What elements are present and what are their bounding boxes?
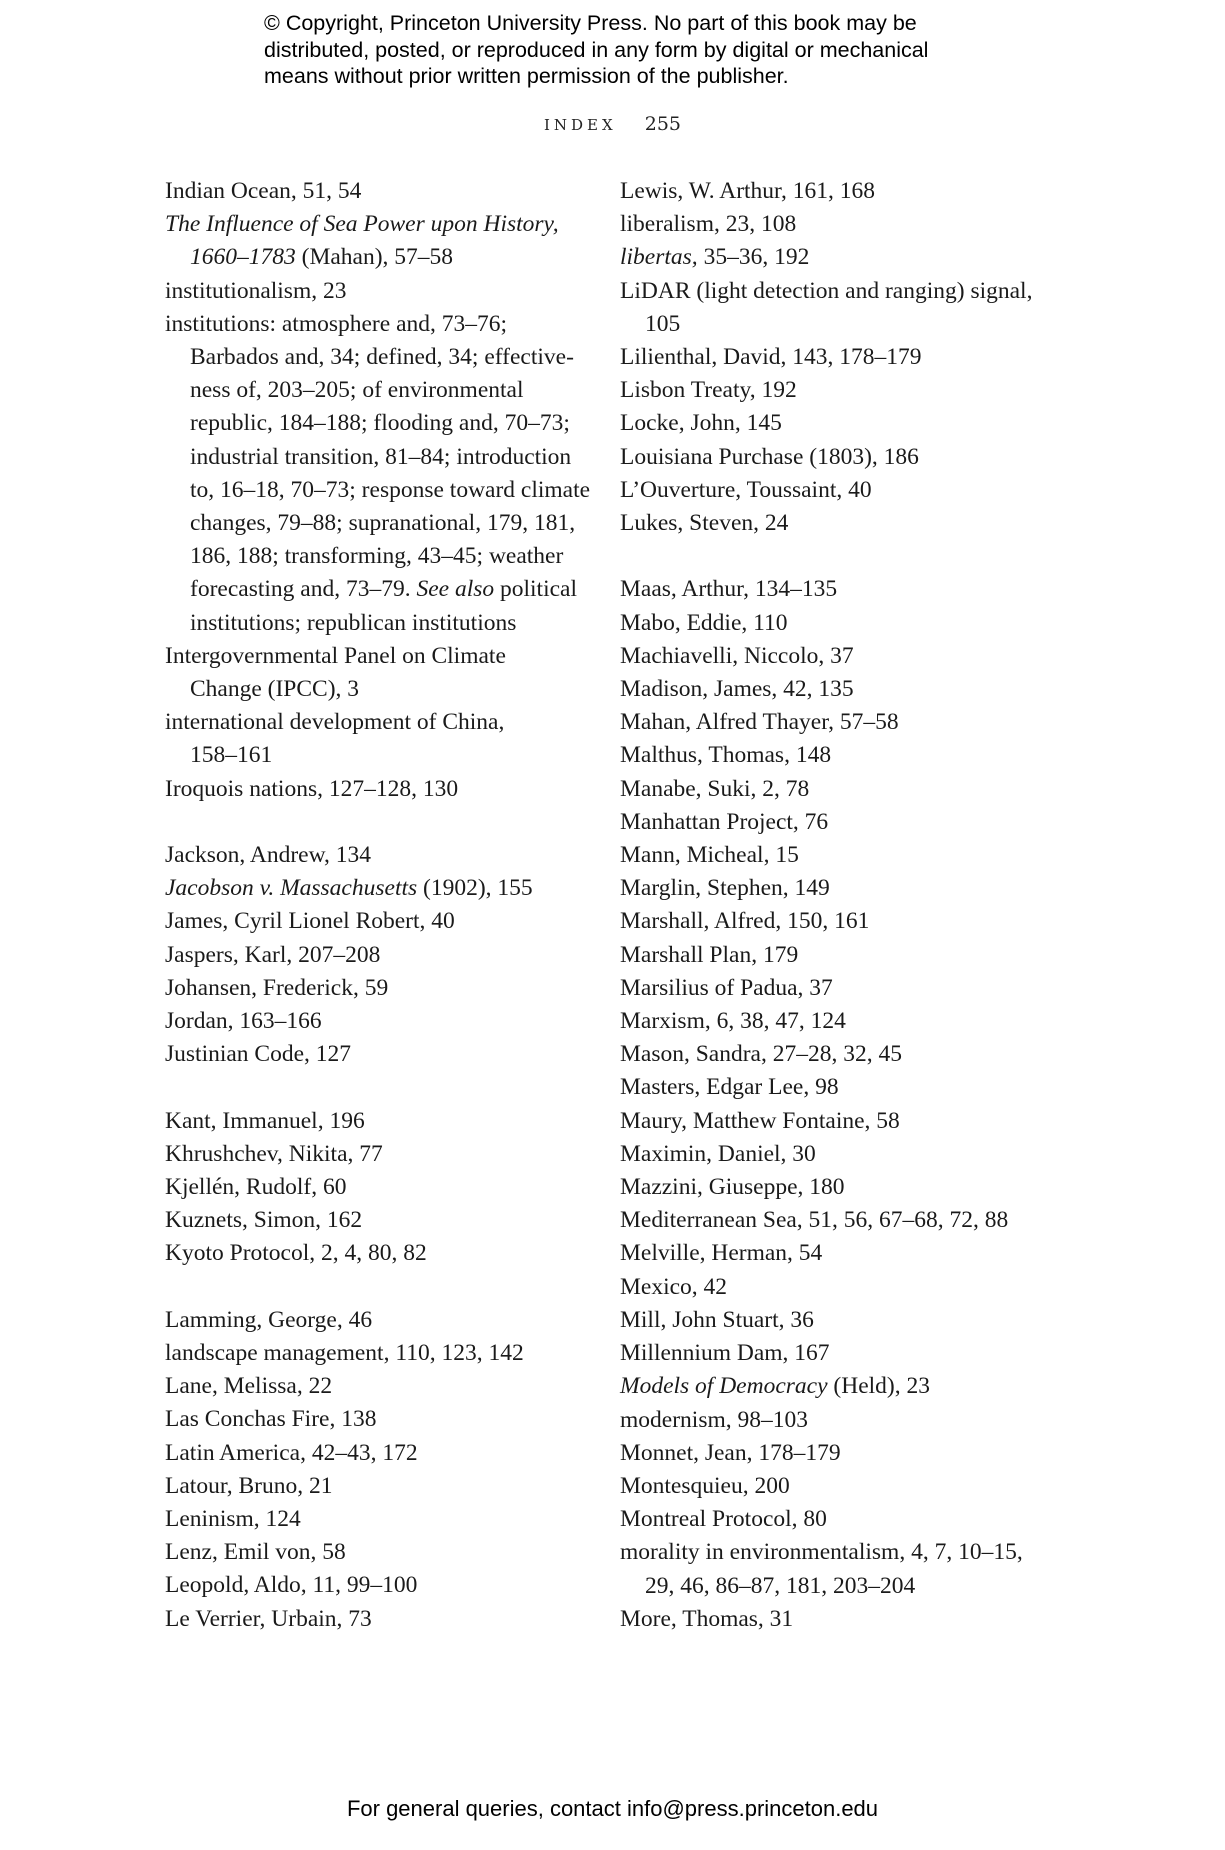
footer-contact: For general queries, contact info@press.princeton.edu (346, 1796, 879, 1821)
index-entry (165, 208, 585, 241)
section-gap (620, 540, 1060, 573)
index-entry: Masters, Edgar Lee, 98 (620, 1074, 839, 1101)
index-entry: Lukes, Steven, 24 (620, 510, 789, 537)
index-entry: More, Thomas, 31 (620, 1605, 794, 1632)
index-entry: Montesquieu, 200 (620, 1472, 790, 1499)
index-entry: Iroquois nations, 127–128, 130 (165, 775, 459, 802)
index-entry: Louisiana Purchase (1803), 186 (620, 443, 919, 470)
section-gap (165, 1071, 585, 1104)
running-head-label: INDEX (543, 116, 617, 134)
index-entry: liberalism, 23, 108 (620, 211, 797, 238)
copyright-notice (264, 10, 1024, 90)
case-title: Jacobson v. Massachusetts (165, 875, 418, 902)
index-entry: Mazzini, Giuseppe, 180 (620, 1174, 845, 1201)
index-entry: institutions: atmosphere and, 73–76; (165, 310, 508, 337)
index-entry: Melville, Herman, 54 (620, 1240, 823, 1267)
index-entry: international development of China, (165, 709, 505, 736)
index-entry-continuation: 1660–1783 (Mahan), 57–58 (190, 244, 454, 271)
index-entry: Latin America, 42–43, 172 (165, 1439, 418, 1466)
index-entry: Maas, Arthur, 134–135 (620, 576, 838, 603)
book-title: 1660–1783 (190, 244, 296, 271)
index-entry-continuation: ness of, 203–205; of environmental (190, 377, 524, 404)
index-entry: Jaspers, Karl, 207–208 (165, 941, 381, 968)
copyright-line: © Copyright, Princeton University Press. No part of this book may be (264, 11, 917, 35)
index-entry-continuation: 158–161 (190, 742, 273, 769)
index-entry: Mabo, Eddie, 110 (620, 609, 788, 636)
index-entry: Locke, John, 145 (620, 410, 782, 437)
index-entry: Marsilius of Padua, 37 (620, 974, 833, 1001)
index-entry: Maximin, Daniel, 30 (620, 1140, 816, 1167)
index-entry: Jacobson v. Massachusetts (1902), 155 (165, 875, 533, 902)
index-entry-continuation: Barbados and, 34; defined, 34; effective- (190, 344, 574, 371)
index-entry: Mahan, Alfred Thayer, 57–58 (620, 709, 899, 736)
index-entry: modernism, 98–103 (620, 1406, 808, 1433)
index-entry-continuation: republic, 184–188; flooding and, 70–73; (190, 410, 570, 437)
index-entry-continuation: changes, 79–88; supranational, 179, 181, (190, 510, 576, 537)
index-entry: Machiavelli, Niccolo, 37 (620, 642, 854, 669)
index-entry: Lenz, Emil von, 58 (165, 1539, 346, 1566)
copyright-line: means without prior written permission of the publisher. (264, 64, 789, 88)
index-entry: Marxism, 6, 38, 47, 124 (620, 1008, 846, 1035)
index-entry: Leopold, Aldo, 11, 99–100 (165, 1572, 418, 1599)
index-entry: libertas, 35–36, 192 (620, 244, 810, 271)
see-also: See also (416, 576, 495, 603)
index-entry: Johansen, Frederick, 59 (165, 974, 389, 1001)
index-entry: Monnet, Jean, 178–179 (620, 1439, 841, 1466)
index-entry: Malthus, Thomas, 148 (620, 742, 832, 769)
index-entry: Latour, Bruno, 21 (165, 1472, 333, 1499)
index-column-right (620, 175, 1060, 1636)
index-entry: Mann, Micheal, 15 (620, 842, 799, 869)
index-entry-continuation: 29, 46, 86–87, 181, 203–204 (645, 1572, 916, 1599)
index-entry: Lane, Melissa, 22 (165, 1373, 333, 1400)
index-entry: Kjellén, Rudolf, 60 (165, 1174, 347, 1201)
index-entry: LiDAR (light detection and ranging) signal, (620, 277, 1033, 304)
index-entry-continuation: to, 16–18, 70–73; response toward climate (190, 476, 591, 503)
index-entry: Le Verrier, Urbain, 73 (165, 1605, 372, 1632)
index-entry: Indian Ocean, 51, 54 (165, 178, 362, 204)
index-entry: landscape management, 110, 123, 142 (165, 1340, 524, 1367)
index-entry: L’Ouverture, Toussaint, 40 (620, 476, 872, 503)
index-entry: James, Cyril Lionel Robert, 40 (165, 908, 455, 935)
index-entry: institutionalism, 23 (165, 277, 347, 304)
section-gap (165, 1271, 585, 1304)
index-entry: Millennium Dam, 167 (620, 1340, 830, 1367)
index-entry: Kyoto Protocol, 2, 4, 80, 82 (165, 1240, 427, 1267)
index-entry: Mediterranean Sea, 51, 56, 67–68, 72, 88 (620, 1207, 1009, 1234)
index-entry: Madison, James, 42, 135 (620, 676, 854, 703)
index-entry: Montreal Protocol, 80 (620, 1506, 827, 1533)
book-title: Models of Democracy (620, 1373, 828, 1400)
index-entry: Manhattan Project, 76 (620, 808, 829, 835)
index-entry: Justinian Code, 127 (165, 1041, 352, 1068)
index-entry: Lamming, George, 46 (165, 1306, 373, 1333)
index-entry: Las Conchas Fire, 138 (165, 1406, 377, 1433)
index-entry: Leninism, 124 (165, 1506, 301, 1533)
index-entry: Lewis, W. Arthur, 161, 168 (620, 178, 875, 204)
index-entry: Marglin, Stephen, 149 (620, 875, 830, 902)
index-column-left (165, 175, 591, 1636)
index-entry: Khrushchev, Nikita, 77 (165, 1140, 383, 1167)
book-title: The Influence of Sea Power upon History, (165, 211, 559, 238)
section-gap (165, 806, 585, 839)
copyright-line: distributed, posted, or reproduced in any form by digital or mechanical (264, 37, 929, 62)
index-entry: Models of Democracy (Held), 23 (620, 1373, 930, 1400)
index-entry: Lisbon Treaty, 192 (620, 377, 797, 404)
index-entry: Lilienthal, David, 143, 178–179 (620, 344, 922, 371)
running-head (0, 113, 1225, 135)
index-entry: Mexico, 42 (620, 1273, 728, 1300)
index-entry-continuation: 105 (645, 310, 681, 337)
index-entry: Mason, Sandra, 27–28, 32, 45 (620, 1041, 902, 1068)
index-entry: Intergovernmental Panel on Climate (165, 642, 506, 669)
index-entry: Marshall, Alfred, 150, 161 (620, 908, 870, 935)
index-entry-continuation: industrial transition, 81–84; introduction (190, 443, 572, 470)
page-number: 255 (644, 113, 682, 135)
index-entry-continuation: 186, 188; transforming, 43–45; weather (190, 543, 564, 570)
index-entry: Jordan, 163–166 (165, 1008, 322, 1035)
index-entry: Marshall Plan, 179 (620, 941, 799, 968)
index-entry: Kant, Immanuel, 196 (165, 1107, 365, 1134)
index-entry: Kuznets, Simon, 162 (165, 1207, 363, 1234)
index-entry: Maury, Matthew Fontaine, 58 (620, 1107, 900, 1134)
index-entry: Manabe, Suki, 2, 78 (620, 775, 810, 802)
index-entry-continuation: Change (IPCC), 3 (190, 676, 360, 703)
index-entry-continuation: institutions; republican institutions (190, 609, 517, 636)
index-entry: Jackson, Andrew, 134 (165, 842, 372, 869)
index-entry: Mill, John Stuart, 36 (620, 1306, 814, 1333)
index-entry-continuation: forecasting and, 73–79. See also political (190, 576, 578, 603)
term-italic: libertas, (620, 244, 698, 271)
index-entry: morality in environmentalism, 4, 7, 10–15, (620, 1539, 1023, 1566)
